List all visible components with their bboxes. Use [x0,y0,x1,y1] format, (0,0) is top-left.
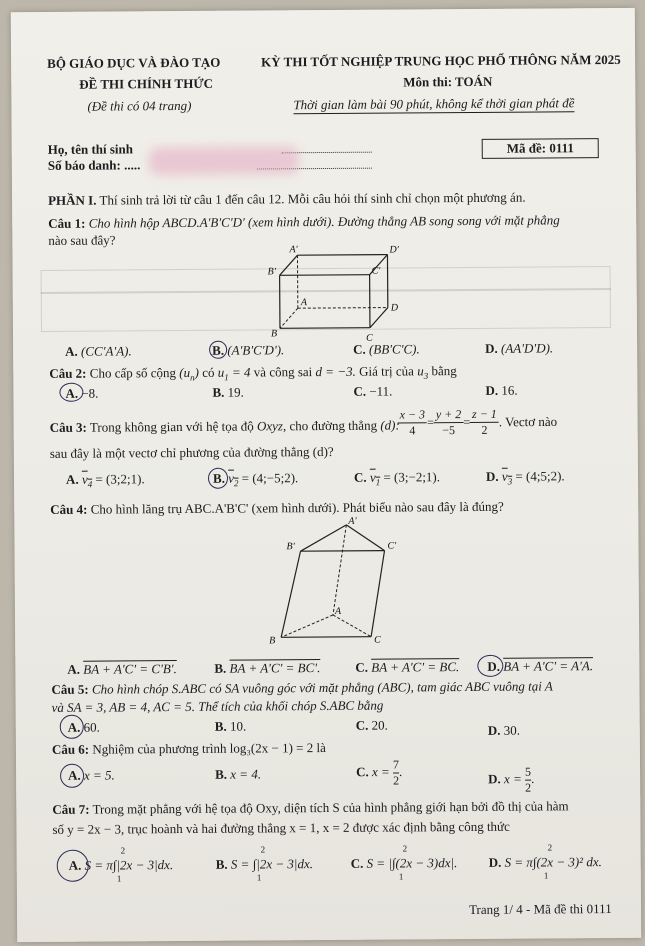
q3-frac-3 [470,407,499,438]
q6-option-d-post: . [531,771,535,787]
q2-option-b-text: 19. [227,384,244,400]
q3-option-c-vec-sym: v [369,469,376,485]
q3-frac-1-num: x − 3 [398,407,428,423]
q1-option-a-key: A. [65,343,78,359]
q1-option-d-text: (AA'D'D). [500,340,554,356]
q3-frac-3-den: 2 [481,422,488,437]
q1-option-d-key: D. [485,340,498,356]
edge-bc [280,328,370,329]
q2-text-a: Cho cấp số cộng [89,365,177,381]
q5-option-c[interactable] [356,718,388,734]
exam-title: KỲ THI TỐT NGHIỆP TRUNG HỌC PHỔ THÔNG NĂM 2025 [261,51,621,70]
q2-option-c-text: −11. [369,383,393,399]
q4-option-a-key: A. [67,661,81,677]
q7-option-a-key: A. [68,857,82,873]
page-footer: Trang 1/ 4 - Mã đề thi 0111 [468,901,612,918]
q2-u3-sym: u [417,363,424,379]
q2-text-e: bằng [431,363,457,379]
q2-line [49,363,457,383]
q4-option-d-text: BA + A'C' = A'A. [503,658,594,674]
q2-answer-mark [59,383,83,402]
q3-eq-2: = [463,414,471,430]
q3-label: Câu 3: [49,419,87,435]
q3-frac-2-den: −5 [442,423,456,438]
q7-b-int-upper: 2 [260,844,266,855]
q7-c-int-lower: 1 [398,871,404,882]
q3-option-b-vec [228,470,239,489]
q5-option-a-key: A. [67,719,81,735]
q6-option-c-key: C. [356,764,369,780]
edge-ab [280,308,298,328]
q6-option-b[interactable] [215,766,261,782]
q7-b-int-lower: 1 [256,872,262,883]
q6-option-b-text: x = 4. [230,766,262,782]
label-c1: C' [371,265,381,277]
edge-bc [281,637,371,638]
q5-line1 [51,678,552,697]
q7-option-d-text: S = π∫(2x − 3)² dx. [504,854,602,870]
q2-u1-sym: u [217,364,225,380]
q7-option-a-text: S = π∫|2x − 3|dx. [84,857,174,873]
label-d: D [390,302,399,314]
q6-label: Câu 6: [51,741,90,757]
q3-text-a: Trong không gian với hệ tọa độ [89,418,254,435]
edge-ad [298,308,388,309]
q3-system: Oxyz, [256,418,287,434]
q3-option-c-key: C. [353,469,367,485]
q5-option-c-text: 20. [371,717,388,733]
q3-text-b: cho đường thẳng [289,417,378,434]
q2-u3-sub: 3 [423,370,429,381]
q4-answer-mark [477,655,503,677]
q1-option-c[interactable] [353,341,420,357]
q7-option-c-text: S = |∫(2x − 3)dx|. [366,855,458,871]
edge-ab [281,615,333,637]
q1-answer-mark [209,341,227,359]
edge-cd [370,308,388,328]
q2-text-d: Giá trị của [359,363,414,379]
q4-label: Câu 4: [50,501,88,517]
q4-option-d-key: D. [487,658,501,674]
q1-option-b-key: B. [212,342,225,358]
q1-option-a-text: (CC'A'A). [80,343,132,359]
q7-a-int-lower: 1 [116,873,122,884]
q3-line-name: (d): [380,417,400,433]
edge-a1b1 [279,255,297,275]
q1-text1: Cho hình hộp ABCD.A'B'C'D' (xem hình dưới). Đường thẳng AB song song với mặt phẳng [88,212,560,231]
label-b1: B' [267,266,276,278]
q7-line1 [52,798,568,818]
q5-option-a-text: 60. [83,719,100,735]
q3-option-d-vec-sym: v [501,468,508,484]
q6-option-d-pre: x = [503,771,522,787]
q7-option-b[interactable] [216,856,313,873]
q3-option-d-vec-sub: 3 [507,476,513,487]
time-note: Thời gian làm bài 90 phút, không kể thời gian phát đề [293,95,575,113]
q1-option-c-text: (BB'C'C). [368,341,420,357]
part1-title: PHẦN I. [48,192,97,208]
q4-option-a-text: BA + A'C' = C'B'. [83,661,177,677]
q2-u1 [217,364,251,383]
q1-option-c-key: C. [353,341,366,357]
q3-eq-1: = [427,415,434,430]
edge-cc1 [371,551,386,637]
q3-option-d-vec [501,468,513,487]
q3-option-b-vec-sym: v [228,470,235,486]
q3-frac-3-num: z − 1 [470,407,499,423]
q3-option-a-key: A. [65,471,79,487]
q3-frac-2-num: y + 2 [434,407,464,423]
q5-option-b-text: 10. [229,718,247,734]
q6-option-d-key: D. [488,771,501,787]
q4-option-b[interactable] [214,660,320,677]
q4-option-c-key: C. [355,659,369,675]
q6-option-b-key: B. [215,766,228,782]
q2-seq-sub: n [190,372,195,383]
edge-aa1 [332,525,347,615]
q5-answer-mark [60,715,84,739]
label-d1: D' [389,244,399,256]
redacted-candidate-info [149,146,299,175]
q7-option-d-key: D. [488,854,502,870]
q3-frac-1-den: 4 [409,423,416,438]
edge-b1c1 [280,275,370,276]
q2-u3 [417,363,429,381]
q2-text-b: có [202,364,215,380]
label-c: C [366,332,373,344]
q3-option-a-vec [81,471,93,490]
q7-line2: số y = 2x − 3, trục hoành và hai đường thẳng x = 1, x = 2 được xác định bằng công thức [52,818,510,837]
q5-option-b-key: B. [214,718,227,734]
q7-label: Câu 7: [52,801,90,817]
label-b: B [270,328,278,340]
q3-option-a-text: = (3;2;1). [95,471,145,487]
q6-answer-mark [60,764,84,788]
part1-instruction [48,190,526,209]
q7-option-b-key: B. [215,856,228,872]
q7-answer-mark [57,850,89,882]
q3-option-b-text: = (4;−5;2). [241,470,299,486]
q2-option-d-key: D. [485,382,499,398]
q2-option-a-text: −8. [81,385,99,401]
q3-option-d[interactable] [486,468,565,486]
edge-a1d1 [297,255,387,256]
q4-text: Cho hình lăng trụ ABC.A'B'C' (xem hình dưới). Phát biểu nào sau đây là đúng? [90,498,504,517]
q5-label: Câu 5: [51,681,89,697]
q6-option-d-num: 5 [524,764,532,779]
q1-label: Câu 1: [48,215,86,231]
q6-option-a-key: A. [68,767,81,783]
q2-option-b-key: B. [212,384,225,400]
part1-text: Thí sinh trả lời từ câu 1 đến câu 12. Mỗi câu hỏi thí sinh chỉ chọn một phương án. [99,189,526,208]
q3-option-a-vec-sub: 4 [87,479,93,490]
subject-label: Môn thi: TOÁN [403,73,493,90]
q6-option-c-post: . [398,763,403,779]
q6-option-d[interactable] [488,765,534,796]
q4-prism-figure [250,514,411,650]
edge-ac [333,615,371,637]
q1-line1 [48,212,560,232]
q6-option-d-den: 2 [525,780,532,795]
q3-line1 [50,417,400,435]
q3-line2: sau đây là một vectơ chỉ phương của đường thẳng (d)? [49,443,334,461]
q2-d: d = −3. [315,363,356,380]
q5-option-b[interactable] [215,719,247,735]
q4-option-b-text: BA + A'C' = BC'. [229,660,321,676]
q3-option-b-vec-sub: 2 [233,478,239,489]
q6-option-c-pre: x = [371,764,390,780]
q3-option-c-text: = (3;−2;1). [383,469,441,485]
q3-equation [398,406,558,438]
label-a: A [334,605,342,617]
pages-note: (Đề thi có 04 trang) [87,97,192,114]
q2-label: Câu 2: [49,365,87,381]
q7-option-c-key: C. [350,855,364,871]
q3-option-a-vec-sym: v [81,471,88,487]
q4-option-b-key: B. [214,660,227,676]
q3-option-d-key: D. [485,468,499,484]
q3-frac-1 [398,407,428,438]
q7-a-int-upper: 2 [120,845,126,856]
label-a: A [300,297,307,309]
q3-option-c-vec [369,469,381,488]
q6-option-c-den: 2 [393,773,400,788]
q3-text-c: . Vectơ nào [498,413,558,430]
q2-u1-val: = 4 [231,364,251,380]
q3-option-b-key: B. [212,470,225,486]
q2-option-d[interactable] [485,383,517,399]
q3-answer-mark [208,468,228,489]
q5-text1: Cho hình chóp S.ABC có SA vuông góc với mặt phẳng (ABC), tam giác ABC vuông tại A [91,678,553,697]
q5-option-d-text: 30. [503,722,520,738]
q7-d-int-lower: 1 [543,870,549,881]
q2-option-c-key: C. [353,383,367,399]
q3-option-c[interactable] [354,469,440,487]
q7-option-c[interactable] [351,855,458,872]
q2-option-b[interactable] [212,385,244,401]
label-a1: A' [289,244,298,256]
q6-line [52,740,326,758]
q2-seq-u: (u [179,364,191,381]
q5-option-d[interactable] [488,723,520,739]
q2-text-c: và công sai [253,364,313,380]
ministry-name: BỘ GIÁO DỤC VÀ ĐÀO TẠO [47,54,221,71]
candidate-id-label: Số báo danh: ..... [47,157,141,173]
q7-d-int-upper: 2 [547,842,553,853]
q2-seq [179,364,200,383]
q2-option-c[interactable] [353,384,392,400]
q5-option-c-key: C. [355,717,369,733]
q3-option-d-text: = (4;5;2). [515,468,565,484]
official-exam-label: ĐỀ THI CHÍNH THỨC [79,75,214,92]
edge-a1c1 [346,525,384,551]
q1-option-a[interactable] [65,343,132,359]
q3-frac-2 [434,407,464,438]
q2-u1-sub: 1 [224,372,229,383]
q6-option-c[interactable] [356,757,402,788]
q4-option-c[interactable] [355,659,459,676]
label-a1: A' [348,515,357,527]
q1-option-d[interactable] [485,340,553,356]
edge-bb1 [281,551,302,637]
q7-option-d[interactable] [489,854,602,871]
q4-option-a[interactable] [67,661,177,678]
q2-option-a-key: A. [65,385,79,401]
q7-text1: Trong mặt phẳng với hệ tọa độ Oxy, diện tích S của hình phẳng giới hạn bởi đồ thị của hàm [92,798,569,817]
q5-line2: và SA = 3, AB = 4, AC = 5. Thể tích của khối chóp S.ABC bằng [51,697,384,715]
label-b: B [269,635,276,647]
q2-seq-end: ) [194,364,200,380]
exam-code-box: Mã đề: 0111 [482,138,599,159]
exam-paper [11,8,641,942]
label-c: C [374,634,381,646]
label-c1: C' [387,540,397,552]
q6-option-c-num: 7 [392,757,400,772]
q4-option-c-text: BA + A'C' = BC. [371,659,460,675]
edge-a1b1 [300,525,346,551]
q2-option-d-text: 16. [501,382,518,398]
q3-option-a[interactable] [66,471,145,489]
q1-line2: nào sau đây? [48,232,116,248]
candidate-name-label: Họ, tên thí sinh [47,141,134,157]
q6-option-a-text: x = 5. [83,767,115,783]
q1-box-figure [267,244,408,345]
q5-option-d-key: D. [487,722,501,738]
label-b1: B' [286,541,295,553]
q7-c-int-upper: 2 [402,843,408,854]
q1-option-b-text: (A'B'C'D'). [227,342,285,358]
q6-text: Nghiệm của phương trình log₃(2x − 1) = 2 là [92,740,326,757]
q3-option-c-vec-sub: 1 [375,477,381,488]
q7-option-b-text: S = ∫|2x − 3|dx. [230,856,313,872]
